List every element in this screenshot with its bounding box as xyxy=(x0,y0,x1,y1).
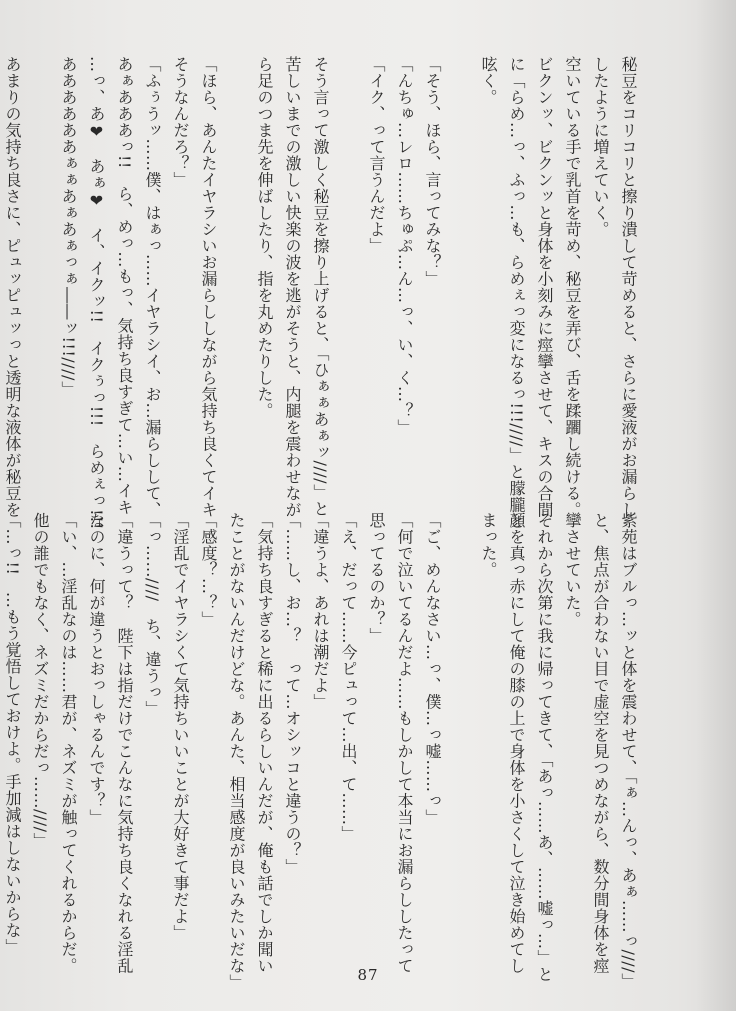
page-edge-shadow xyxy=(696,0,736,1011)
dialogue-line: なのに、何が違うとおっしゃるんです？」 xyxy=(87,512,106,826)
text-line: まった。 xyxy=(479,512,498,578)
text-line: 空いている手で乳首を苛め、秘豆を弄び、舌を蹂躙し続ける。 xyxy=(563,56,582,518)
dialogue-line: 「ほら、あんたイヤラシいお漏らししながら気持ち良くてイキ xyxy=(199,56,218,518)
dialogue-line: 「っ……//// ち、違うっ」 xyxy=(143,512,162,718)
text-line: それから次第に我に帰ってきて、「あっ……あ、……嘘っ…」と xyxy=(535,512,554,983)
text-line: 呟く。 xyxy=(479,56,498,106)
blank-line xyxy=(26,56,54,486)
text-line: と、焦点が合わない目で虚空を見つめながら、数分間身体を痙 xyxy=(591,512,610,974)
dialogue-line: 「感度？…？」 xyxy=(199,512,218,628)
dialogue-line: あぁあああっ!! ら、めっ…もっ、気持ち良すぎて…い…イキ xyxy=(115,56,134,516)
dialogue-line: 「ご、めんなさい…っ、僕…っ嘘……っ」 xyxy=(423,512,442,826)
dialogue-line: 「んちゅ…レロ……ちゅぷ…ん…っ、い、く…？」 xyxy=(395,56,414,436)
dialogue-line: 思ってるのか？」 xyxy=(367,512,386,644)
text-block-top xyxy=(3,56,642,530)
dialogue-line: 「ふぅうッ……僕、はぁっ……イヤラシイ、お…漏らしして、 xyxy=(143,56,162,518)
page-number: 87 xyxy=(357,966,379,984)
text-line: に「らめ…っ、ふっ…も、らめぇっ変になるっ!!!////」と朦朧と xyxy=(507,56,526,530)
dialogue-line: 「い、…淫乱なのは……君が、ネズミが触ってくれるからだ。 xyxy=(59,512,78,974)
dialogue-line: 「え、だって……今ピュって…出、て……」 xyxy=(339,512,358,842)
text-line: したように増えていく。 xyxy=(591,56,610,238)
text-line: 顔を真っ赤にして俺の膝の上で身体を小さくして泣き始めてし xyxy=(507,512,526,974)
dialogue-line: 「違うよ、あれは潮だよ」 xyxy=(311,512,330,710)
dialogue-line: 「違うって？ 陛下は指だけでこんなに気持ち良くなれる淫乱 xyxy=(115,512,134,974)
blank-line xyxy=(446,56,474,486)
text-line: 秘豆をコリコリと擦り潰して苛めると、さらに愛液がお漏らし xyxy=(619,56,638,518)
blank-line xyxy=(334,56,362,486)
dialogue-line: そうなんだろ？」 xyxy=(171,56,190,188)
text-line: 攣させていた。 xyxy=(563,512,582,628)
dialogue-line: 「淫乱でイヤラシくて気持ちいいことが大好きて事だよ」 xyxy=(171,512,190,941)
dialogue-line: 他の誰でもなく、ネズミだからだっ……////」 xyxy=(31,512,50,850)
text-line: 紫苑はブルっ…ッと体を震わせて、「ぁ…んっ、あぁ……っ////」 xyxy=(619,512,638,990)
dialogue-line: …っ、あ❤ あぁ❤ イ、イクッ!! イクぅっ!!! らめぇっ!!! xyxy=(87,56,106,530)
text-line: ら足のつま先を伸ばしたり、指を丸めたりした。 xyxy=(255,56,274,419)
blank-line xyxy=(222,56,250,486)
dialogue-line: 「そう、ほら、言ってみな？」 xyxy=(423,56,442,287)
dialogue-line: 「…っ!! …もう覚悟しておけよ。手加減はしないからな」 xyxy=(3,512,22,955)
text-line: ビクンッ、ビクンッと身体を小刻みに痙攣させて、キスの合間 xyxy=(535,56,554,518)
dialogue-line: 「何で泣いてるんだよ……もしかして本当にお漏らししたって xyxy=(395,512,414,974)
dialogue-line: ああああああぁぁあぁあぁっぁ――ッ!!!////」 xyxy=(59,56,78,398)
text-line: 苦しいまでの激しい快楽の波を逃がそうと、内腿を震わせなが xyxy=(283,56,302,518)
dialogue-line: 「イク、って言うんだよ」 xyxy=(367,56,386,254)
text-line: あまりの気持ち良さに、ピュッピュッっと透明な液体が秘豆を xyxy=(3,56,22,518)
dialogue-line: たことがないんだけどな。あんた、相当感度が良いみたいだな」 xyxy=(227,512,246,991)
dialogue-line: 「……し、お…？ って…オシッコと違うの？」 xyxy=(283,512,302,875)
dialogue-line: 「気持ち良すぎると稀に出るらしいんだが、俺も話でしか聞い xyxy=(255,512,274,974)
blank-line xyxy=(446,512,474,942)
text-line: そう言って激しく秘豆を擦り上げると、「ひぁぁあぁッ////」と xyxy=(311,56,330,518)
